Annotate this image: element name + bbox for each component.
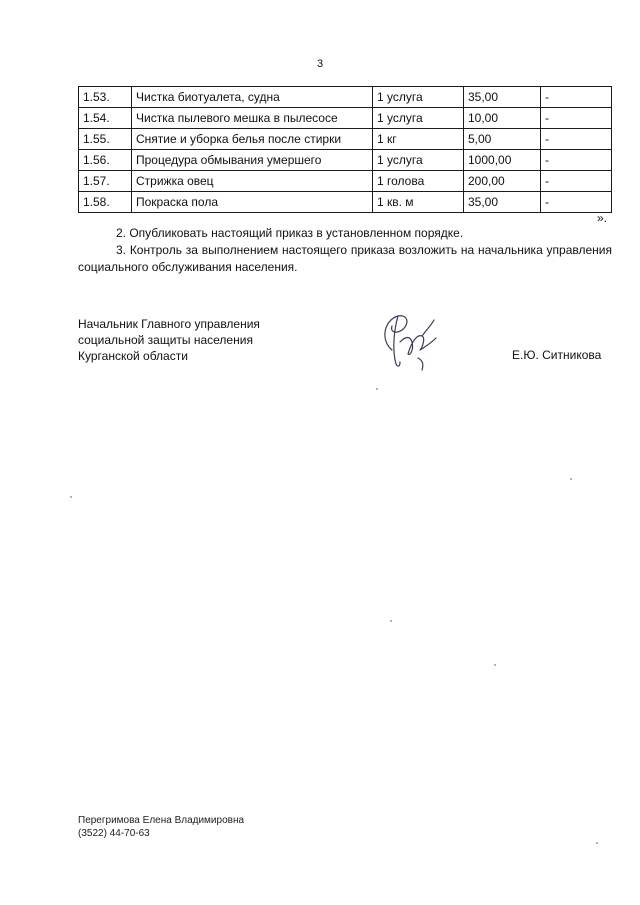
executor-phone: (3522) 44-70-63 [78, 828, 150, 839]
scan-speck [494, 664, 496, 666]
price-cell: 35,00 [464, 87, 541, 108]
services-table-body [79, 87, 612, 213]
row-number-cell: 1.58. [79, 192, 132, 213]
signer-title-line: Начальник Главного управления [78, 317, 260, 331]
service-name-cell: Чистка биотуалета, судна [132, 87, 373, 108]
service-name-cell: Снятие и уборка белья после стирки [132, 129, 373, 150]
executor-info [78, 814, 244, 840]
row-number-cell: 1.53. [79, 87, 132, 108]
scan-speck [570, 478, 572, 480]
service-name-cell: Процедура обмывания умершего [132, 150, 373, 171]
note-cell: - [541, 150, 612, 171]
service-name-cell: Чистка пылевого мешка в пылесосе [132, 108, 373, 129]
note-cell: - [541, 87, 612, 108]
unit-of-measure-cell: 1 услуга [373, 108, 464, 129]
services-table [78, 86, 612, 213]
paragraph-3: 3. Контроль за выполнением настоящего приказа возложить на начальника управления социального обслуживания населения. [78, 243, 612, 274]
closing-quote: ». [597, 211, 608, 225]
executor-name: Перегримова Елена Владимировна [78, 815, 245, 826]
table-row [79, 150, 612, 171]
row-number-cell: 1.55. [79, 129, 132, 150]
table-row [79, 87, 612, 108]
scan-speck [70, 496, 72, 498]
price-cell: 10,00 [464, 108, 541, 129]
price-cell: 5,00 [464, 129, 541, 150]
service-name-cell: Покраска пола [132, 192, 373, 213]
paragraph-2: 2. Опубликовать настоящий приказ в установленном порядке. [116, 226, 464, 240]
price-cell: 35,00 [464, 192, 541, 213]
signer-title-line: социальной защиты населения [78, 333, 253, 347]
scan-speck [376, 388, 378, 390]
row-number-cell: 1.57. [79, 171, 132, 192]
signer-title [78, 316, 260, 364]
table-row [79, 108, 612, 129]
table-row [79, 129, 612, 150]
handwritten-signature [372, 306, 444, 378]
unit-of-measure-cell: 1 услуга [373, 150, 464, 171]
table-row [79, 192, 612, 213]
note-cell: - [541, 129, 612, 150]
scan-speck [390, 620, 392, 622]
signer-title-line: Курганской области [78, 349, 188, 363]
note-cell: - [541, 192, 612, 213]
table-row [79, 171, 612, 192]
unit-of-measure-cell: 1 услуга [373, 87, 464, 108]
price-cell: 1000,00 [464, 150, 541, 171]
row-number-cell: 1.56. [79, 150, 132, 171]
row-number-cell: 1.54. [79, 108, 132, 129]
unit-of-measure-cell: 1 голова [373, 171, 464, 192]
signer-name: Е.Ю. Ситникова [512, 348, 602, 362]
price-cell: 200,00 [464, 171, 541, 192]
unit-of-measure-cell: 1 кв. м [373, 192, 464, 213]
scan-speck [596, 842, 598, 844]
service-name-cell: Стрижка овец [132, 171, 373, 192]
unit-of-measure-cell: 1 кг [373, 129, 464, 150]
page-number: 3 [316, 58, 324, 70]
note-cell: - [541, 171, 612, 192]
note-cell: - [541, 108, 612, 129]
